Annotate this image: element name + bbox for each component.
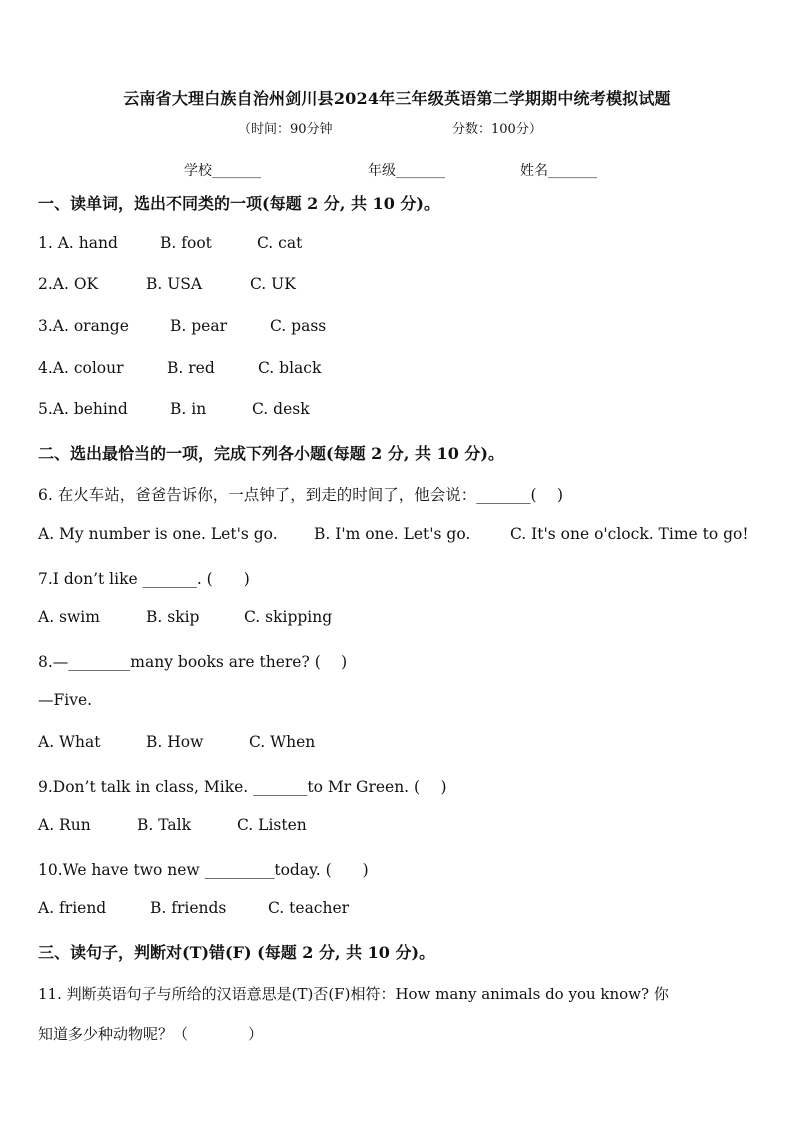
- exam-title: 云南省大理白族自治州剑川县2024年三年级英语第二学期期中统考模拟试题: [123, 89, 671, 108]
- question-1: 1. A. hand: [38, 234, 118, 252]
- name-field: 姓名_______: [520, 163, 597, 179]
- question-6-option-a: A. My number is one. Let's go.: [38, 525, 278, 543]
- question-8-option-a: A. What: [38, 733, 101, 751]
- question-9-option-c: C. Listen: [237, 816, 307, 834]
- question-4-option-b: B. red: [167, 359, 215, 377]
- question-9-option-b: B. Talk: [137, 816, 191, 834]
- question-8-option-c: C. When: [249, 733, 316, 751]
- exam-score: 分数：100分）: [452, 122, 542, 137]
- question-9: 9.Don’t talk in class, Mike. _______to Mr Green. ( ): [38, 778, 447, 796]
- grade-field: 年级_______: [368, 163, 445, 179]
- exam-time: （时间：90分钟: [238, 122, 333, 137]
- section-2-heading: 二、选出最恰当的一项，完成下列各小题(每题 2 分, 共 10 分)。: [38, 444, 504, 463]
- question-1-option-c: C. cat: [257, 234, 303, 252]
- question-10-option-c: C. teacher: [268, 899, 350, 917]
- section-3-heading: 三、读句子，判断对(T)错(F) (每题 2 分, 共 10 分)。: [38, 943, 436, 962]
- section-1-heading: 一、读单词，选出不同类的一项(每题 2 分, 共 10 分)。: [38, 194, 440, 213]
- question-11-line-2: 知道多少种动物呢？（ ）: [38, 1025, 264, 1043]
- question-8-answer: —Five.: [38, 691, 93, 709]
- question-7-option-b: B. skip: [146, 608, 200, 626]
- question-4: 4.A. colour: [38, 359, 124, 377]
- question-5-option-b: B. in: [170, 400, 207, 418]
- question-10-option-a: A. friend: [38, 899, 107, 917]
- question-2-option-c: C. UK: [250, 275, 296, 293]
- question-11-line-1: 11. 判断英语句子与所给的汉语意思是(T)否(F)相符：How many animals do you know? 你: [38, 985, 669, 1003]
- question-1-option-b: B. foot: [160, 234, 212, 252]
- question-3-option-b: B. pear: [170, 317, 227, 335]
- question-9-option-a: A. Run: [38, 816, 91, 834]
- question-8: 8.—________many books are there? ( ): [38, 653, 348, 671]
- question-2-option-b: B. USA: [146, 275, 203, 293]
- question-6-option-b: B. I'm one. Let's go.: [314, 525, 471, 543]
- question-3-option-c: C. pass: [270, 317, 327, 335]
- question-2: 2.A. OK: [38, 275, 99, 293]
- question-4-option-c: C. black: [258, 359, 322, 377]
- question-7-option-a: A. swim: [38, 608, 100, 626]
- question-10: 10.We have two new _________today. ( ): [38, 861, 369, 879]
- school-field: 学校_______: [184, 163, 261, 179]
- question-6: 6. 在火车站，爸爸告诉你，一点钟了，到走的时间了，他会说：_______( ): [38, 486, 563, 504]
- question-7: 7.I don’t like _______. ( ): [38, 570, 250, 588]
- question-7-option-c: C. skipping: [244, 608, 333, 626]
- question-5: 5.A. behind: [38, 400, 128, 418]
- question-10-option-b: B. friends: [150, 899, 227, 917]
- question-8-option-b: B. How: [146, 733, 204, 751]
- question-5-option-c: C. desk: [252, 400, 310, 418]
- question-6-option-c: C. It's one o'clock. Time to go!: [510, 525, 749, 543]
- question-3: 3.A. orange: [38, 317, 129, 335]
